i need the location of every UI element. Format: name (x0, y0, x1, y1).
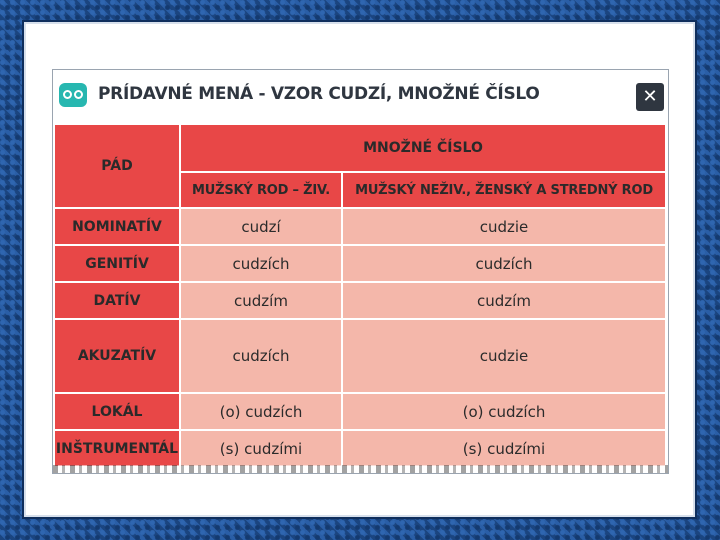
table-cell: cudzím (342, 282, 666, 319)
case-column-header: PÁD (54, 124, 180, 208)
table-cell: cudzím (180, 282, 342, 319)
table-cell: cudzích (180, 319, 342, 393)
cropped-text-edge (53, 465, 668, 473)
logo-left-eye (63, 90, 72, 99)
table-row (54, 430, 666, 467)
table-row (54, 319, 666, 393)
table-row (54, 208, 666, 245)
table-cell: cudzích (342, 245, 666, 282)
case-label: NOMINATÍV (54, 208, 180, 245)
slide-frame (24, 22, 695, 517)
declension-table (53, 123, 667, 468)
case-label: LOKÁL (54, 393, 180, 430)
table-cell: cudzí (180, 208, 342, 245)
owl-eyes-icon (59, 83, 87, 107)
window-title: PRÍDAVNÉ MENÁ - VZOR CUDZÍ, MNOŽNÉ ČÍSLO (98, 84, 540, 104)
case-label: INŠTRUMENTÁL (54, 430, 180, 467)
table-cell: cudzích (180, 245, 342, 282)
close-button[interactable]: ✕ (636, 83, 664, 111)
table-cell: cudzie (342, 208, 666, 245)
table-cell: cudzie (342, 319, 666, 393)
table-cell: (o) cudzích (342, 393, 666, 430)
table-row (54, 245, 666, 282)
window-titlebar (53, 70, 668, 122)
case-label: AKUZATÍV (54, 319, 180, 393)
declension-window (52, 69, 669, 474)
table-row (54, 282, 666, 319)
table-row (54, 393, 666, 430)
table-cell: (s) cudzími (342, 430, 666, 467)
column-header-other-genders: MUŽSKÝ NEŽIV., ŽENSKÝ A STREDNÝ ROD (342, 172, 666, 208)
table-header-row (54, 124, 666, 172)
table-cell: (o) cudzích (180, 393, 342, 430)
case-label: DATÍV (54, 282, 180, 319)
logo-right-eye (74, 90, 83, 99)
case-label: GENITÍV (54, 245, 180, 282)
column-header-masc-animate: MUŽSKÝ ROD – ŽIV. (180, 172, 342, 208)
plural-group-header: MNOŽNÉ ČÍSLO (180, 124, 666, 172)
table-cell: (s) cudzími (180, 430, 342, 467)
